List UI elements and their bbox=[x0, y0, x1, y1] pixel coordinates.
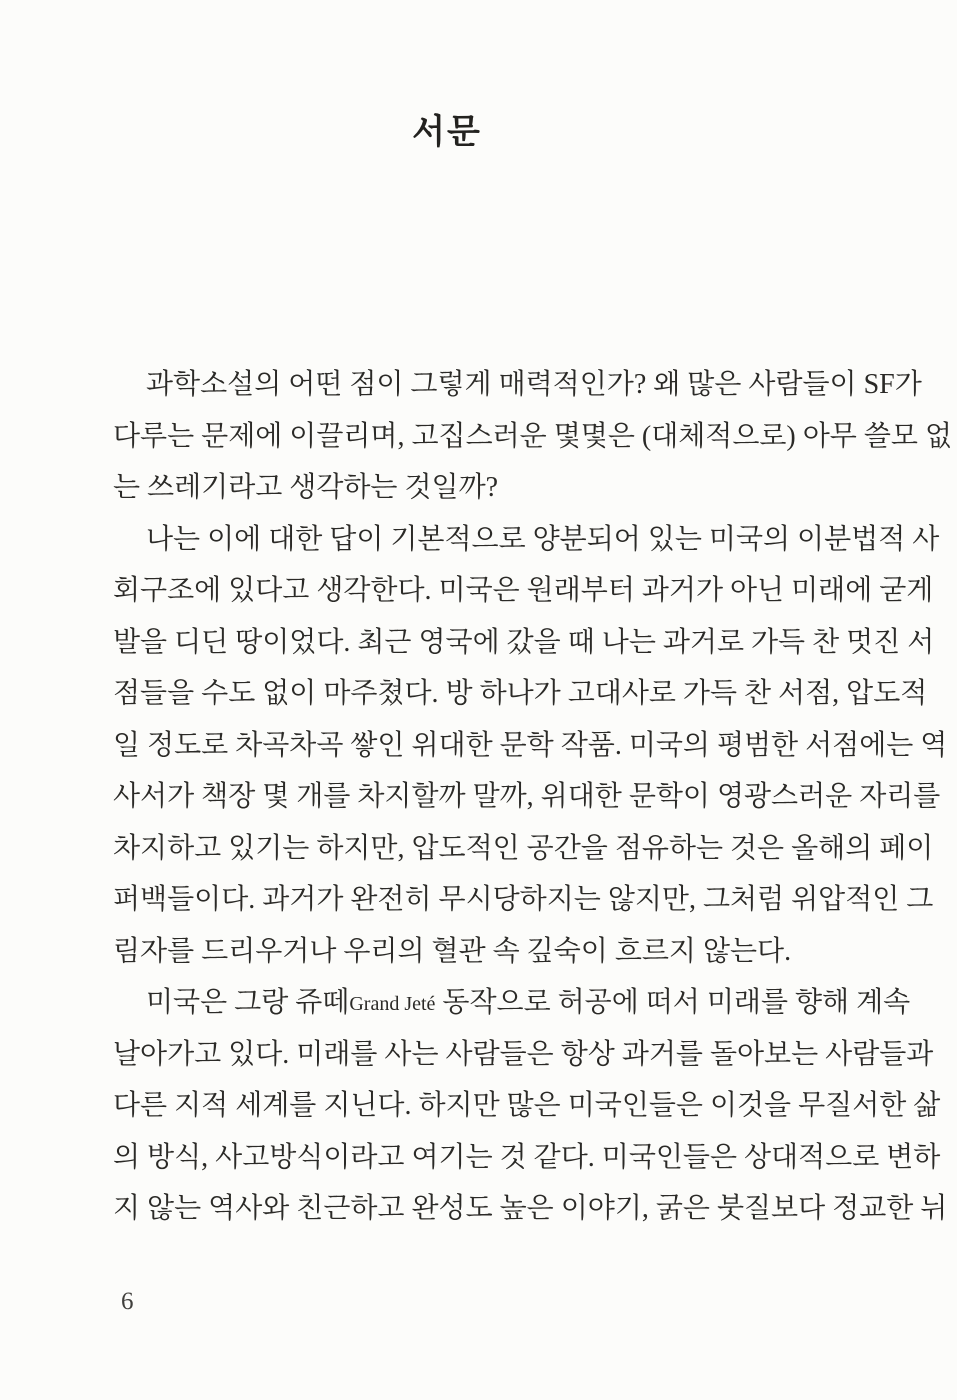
paragraph bbox=[113, 977, 948, 1235]
text-segment: 회구조에 있다고 생각한다. 미국은 원래부터 과거가 아닌 미래에 굳게 bbox=[113, 575, 934, 606]
page-number: 6 bbox=[121, 1288, 134, 1315]
text-segment: 동작으로 허공에 떠서 미래를 향해 계속 bbox=[435, 987, 911, 1018]
text-line bbox=[113, 977, 911, 1029]
text-segment: 미국은 그랑 쥬떼 bbox=[146, 987, 350, 1018]
paragraph bbox=[113, 359, 952, 514]
text-line bbox=[113, 359, 922, 411]
text-segment: 날아가고 있다. 미래를 사는 사람들은 항상 과거를 돌아보는 사람들과 bbox=[113, 1038, 934, 1070]
paragraph bbox=[113, 514, 948, 978]
text-segment: 퍼백들이다. 과거가 완전히 무시당하지는 않지만, 그처럼 위압적인 그 bbox=[113, 884, 934, 915]
text-segment: 사서가 책장 몇 개를 차지할까 말까, 위대한 문학이 영광스러운 자리를 bbox=[113, 781, 941, 812]
text-segment: 발을 디딘 땅이었다. 최근 영국에 갔을 때 나는 과거로 가득 찬 멋진 서 bbox=[113, 626, 935, 658]
text-segment: 차지하고 있기는 하지만, 압도적인 공간을 점유하는 것은 올해의 페이 bbox=[113, 832, 934, 864]
text-segment: 나는 이에 대한 답이 기본적으로 양분되어 있는 미국의 이분법적 사 bbox=[146, 523, 940, 555]
text-line bbox=[113, 1029, 934, 1081]
text-line bbox=[113, 1080, 941, 1132]
text-line bbox=[113, 874, 934, 926]
text-line bbox=[113, 771, 941, 823]
text-segment: 림자를 드리우거나 우리의 혈관 속 깊숙이 흐르지 않는다. bbox=[113, 935, 792, 967]
text-segment: 다른 지적 세계를 지닌다. 하지만 많은 미국인들은 이것을 무질서한 삶 bbox=[113, 1090, 941, 1121]
text-line bbox=[113, 565, 934, 617]
text-segment: 는 쓰레기라고 생각하는 것일까? bbox=[113, 472, 499, 503]
text-segment: 일 정도로 차곡차곡 쌓인 위대한 문학 작품. 미국의 평범한 서점에는 역 bbox=[113, 729, 948, 761]
text-segment: 의 방식, 사고방식이라고 여기는 것 같다. 미국인들은 상대적으로 변하 bbox=[113, 1141, 941, 1173]
text-line bbox=[113, 411, 952, 463]
page-title: 서문 bbox=[412, 114, 482, 151]
text-line bbox=[113, 720, 948, 772]
body-text bbox=[113, 359, 952, 1235]
text-segment: 지 않는 역사와 친근하고 완성도 높은 이야기, 굵은 붓질보다 정교한 뉘 bbox=[113, 1193, 948, 1224]
text-line bbox=[113, 1183, 948, 1235]
text-line bbox=[113, 823, 934, 875]
text-line bbox=[113, 462, 845, 514]
text-line bbox=[113, 617, 935, 669]
text-line bbox=[113, 514, 940, 566]
text-line bbox=[113, 1132, 941, 1184]
text-line bbox=[113, 926, 845, 978]
latin-gloss: Grand Jeté bbox=[349, 993, 436, 1015]
text-line bbox=[113, 668, 928, 720]
text-segment: 과학소설의 어떤 점이 그렇게 매력적인가? 왜 많은 사람들이 SF가 bbox=[146, 369, 922, 400]
text-segment: 점들을 수도 없이 마주쳤다. 방 하나가 고대사로 가득 찬 서점, 압도적 bbox=[113, 678, 928, 709]
text-segment: 다루는 문제에 이끌리며, 고집스러운 몇몇은 (대체적으로) 아무 쓸모 없 bbox=[113, 420, 952, 452]
